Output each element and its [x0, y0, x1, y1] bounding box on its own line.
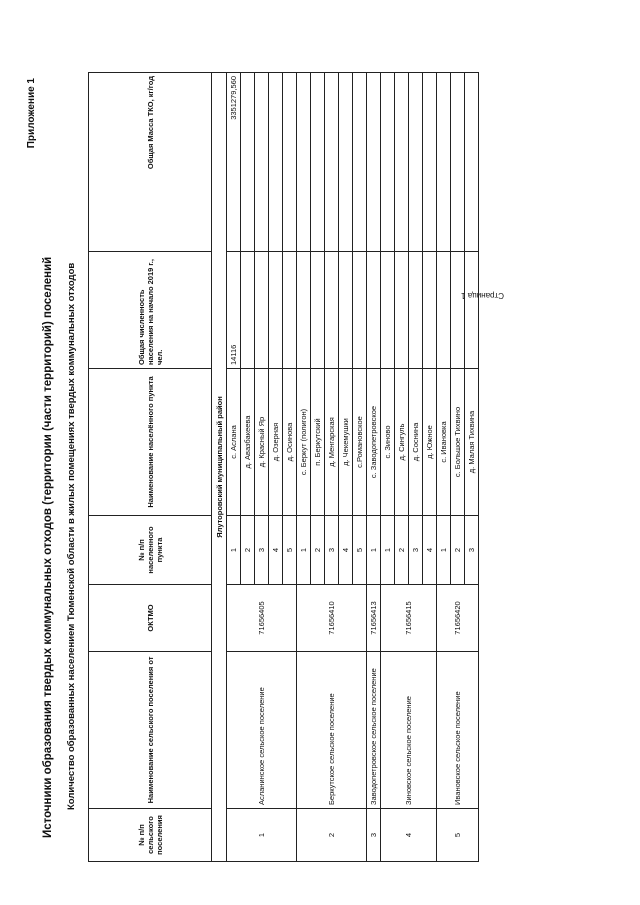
locality-number: 1 — [381, 516, 395, 585]
header-mass: Общая Масса ТКО, кг/год — [89, 73, 212, 252]
locality-name: д. Менгарская — [325, 369, 339, 516]
mass-cell — [311, 73, 325, 252]
header-population: Общая численность населения на начало 2019 г., чел. — [89, 252, 212, 369]
locality-name: д. Авазбакеева — [241, 369, 255, 516]
settlement-number: 1 — [227, 809, 297, 862]
locality-name: п. Беркутский — [311, 369, 325, 516]
rotated-sheet — [26, 72, 564, 862]
population-cell — [381, 252, 395, 369]
mass-cell — [409, 73, 423, 252]
locality-name: д. Малая Тихвина — [465, 369, 479, 516]
settlement-oktmo: 71656405 — [227, 585, 297, 652]
mass-cell — [325, 73, 339, 252]
settlement-number: 4 — [381, 809, 437, 862]
district-row — [212, 73, 227, 862]
table-row — [437, 73, 451, 862]
population-cell — [353, 252, 367, 369]
settlement-number: 3 — [367, 809, 381, 862]
population-cell: 14116 — [227, 252, 241, 369]
locality-name: с. Заводопетровское — [367, 369, 381, 516]
locality-number: 1 — [367, 516, 381, 585]
locality-name: д. Чекемушки — [339, 369, 353, 516]
population-cell — [255, 252, 269, 369]
table-body — [212, 73, 479, 862]
settlement-name: Заводопетровское сельское поселение — [367, 652, 381, 809]
locality-number: 2 — [395, 516, 409, 585]
locality-name: с. Аслана — [227, 369, 241, 516]
settlement-number: 2 — [297, 809, 367, 862]
district-name: Ялуторовский муниципальный район — [212, 73, 227, 862]
settlement-oktmo: 71656413 — [367, 585, 381, 652]
header-settlement-number: № п/п сельского поселения — [89, 809, 212, 862]
population-cell — [367, 252, 381, 369]
population-cell — [465, 252, 479, 369]
settlement-name: Ивановское сельское поселение — [437, 652, 479, 809]
mass-cell — [339, 73, 353, 252]
population-cell — [283, 252, 297, 369]
locality-number: 3 — [255, 516, 269, 585]
locality-number: 5 — [353, 516, 367, 585]
locality-number: 4 — [269, 516, 283, 585]
population-cell — [269, 252, 283, 369]
locality-number: 2 — [311, 516, 325, 585]
mass-cell — [381, 73, 395, 252]
locality-name: с. Большое Тихвино — [451, 369, 465, 516]
locality-number: 1 — [437, 516, 451, 585]
locality-name: д. Сингуль — [395, 369, 409, 516]
locality-name: д. Осинова — [283, 369, 297, 516]
mass-cell — [465, 73, 479, 252]
mass-cell — [241, 73, 255, 252]
page-footer: Страница 1 — [461, 291, 504, 300]
locality-number: 3 — [465, 516, 479, 585]
locality-name: д. Южное — [423, 369, 437, 516]
mass-cell — [353, 73, 367, 252]
population-cell — [311, 252, 325, 369]
mass-cell — [255, 73, 269, 252]
locality-name: с.Романовское — [353, 369, 367, 516]
population-cell — [241, 252, 255, 369]
settlement-name: Зиновское сельское поселение — [381, 652, 437, 809]
annex-label: Приложение 1 — [26, 78, 37, 149]
locality-number: 3 — [409, 516, 423, 585]
locality-name: д. Красный Яр — [255, 369, 269, 516]
settlement-oktmo: 71656415 — [381, 585, 437, 652]
settlement-number: 5 — [437, 809, 479, 862]
locality-number: 5 — [283, 516, 297, 585]
table-row — [381, 73, 395, 862]
settlement-name: Асланинское сельское поселение — [227, 652, 297, 809]
mass-cell — [423, 73, 437, 252]
locality-name: с. Беркут (полигон) — [297, 369, 311, 516]
mass-cell — [367, 73, 381, 252]
mass-cell — [283, 73, 297, 252]
population-cell — [409, 252, 423, 369]
table-header-row — [89, 73, 212, 862]
locality-name: с. Ивановка — [437, 369, 451, 516]
locality-name: с. Зиново — [381, 369, 395, 516]
settlement-oktmo: 71656420 — [437, 585, 479, 652]
waste-table — [88, 72, 479, 862]
locality-number: 1 — [297, 516, 311, 585]
settlement-name: Беркутское сельское поселение — [297, 652, 367, 809]
locality-number: 3 — [325, 516, 339, 585]
locality-number: 1 — [227, 516, 241, 585]
population-cell — [395, 252, 409, 369]
table-row — [367, 73, 381, 862]
locality-number: 2 — [451, 516, 465, 585]
document-title: Источники образования твердых коммунальных отходов (территории (части территорий) поселений — [42, 256, 54, 838]
settlement-oktmo: 71656410 — [297, 585, 367, 652]
population-cell — [437, 252, 451, 369]
mass-cell — [437, 73, 451, 252]
population-cell — [325, 252, 339, 369]
mass-cell — [395, 73, 409, 252]
table-row — [297, 73, 311, 862]
header-locality-number: № п/п населенного пункта — [89, 516, 212, 585]
population-cell — [423, 252, 437, 369]
header-oktmo: ОКТМО — [89, 585, 212, 652]
mass-cell — [269, 73, 283, 252]
header-locality-name: Наименование населённого пункта — [89, 369, 212, 516]
table-caption: Количество образованных населением Тюменской области в жилых помещениях твердых коммунальных отходов — [66, 262, 77, 810]
mass-cell — [451, 73, 465, 252]
mass-cell: 3351279,560 — [227, 73, 241, 252]
population-cell — [451, 252, 465, 369]
locality-number: 4 — [423, 516, 437, 585]
locality-number: 2 — [241, 516, 255, 585]
locality-number: 4 — [339, 516, 353, 585]
mass-cell — [297, 73, 311, 252]
population-cell — [339, 252, 353, 369]
table-row — [227, 73, 241, 862]
header-settlement-name: Наименование сельского поселения от — [89, 652, 212, 809]
locality-name: д. Озерная — [269, 369, 283, 516]
locality-name: д. Соснина — [409, 369, 423, 516]
population-cell — [297, 252, 311, 369]
